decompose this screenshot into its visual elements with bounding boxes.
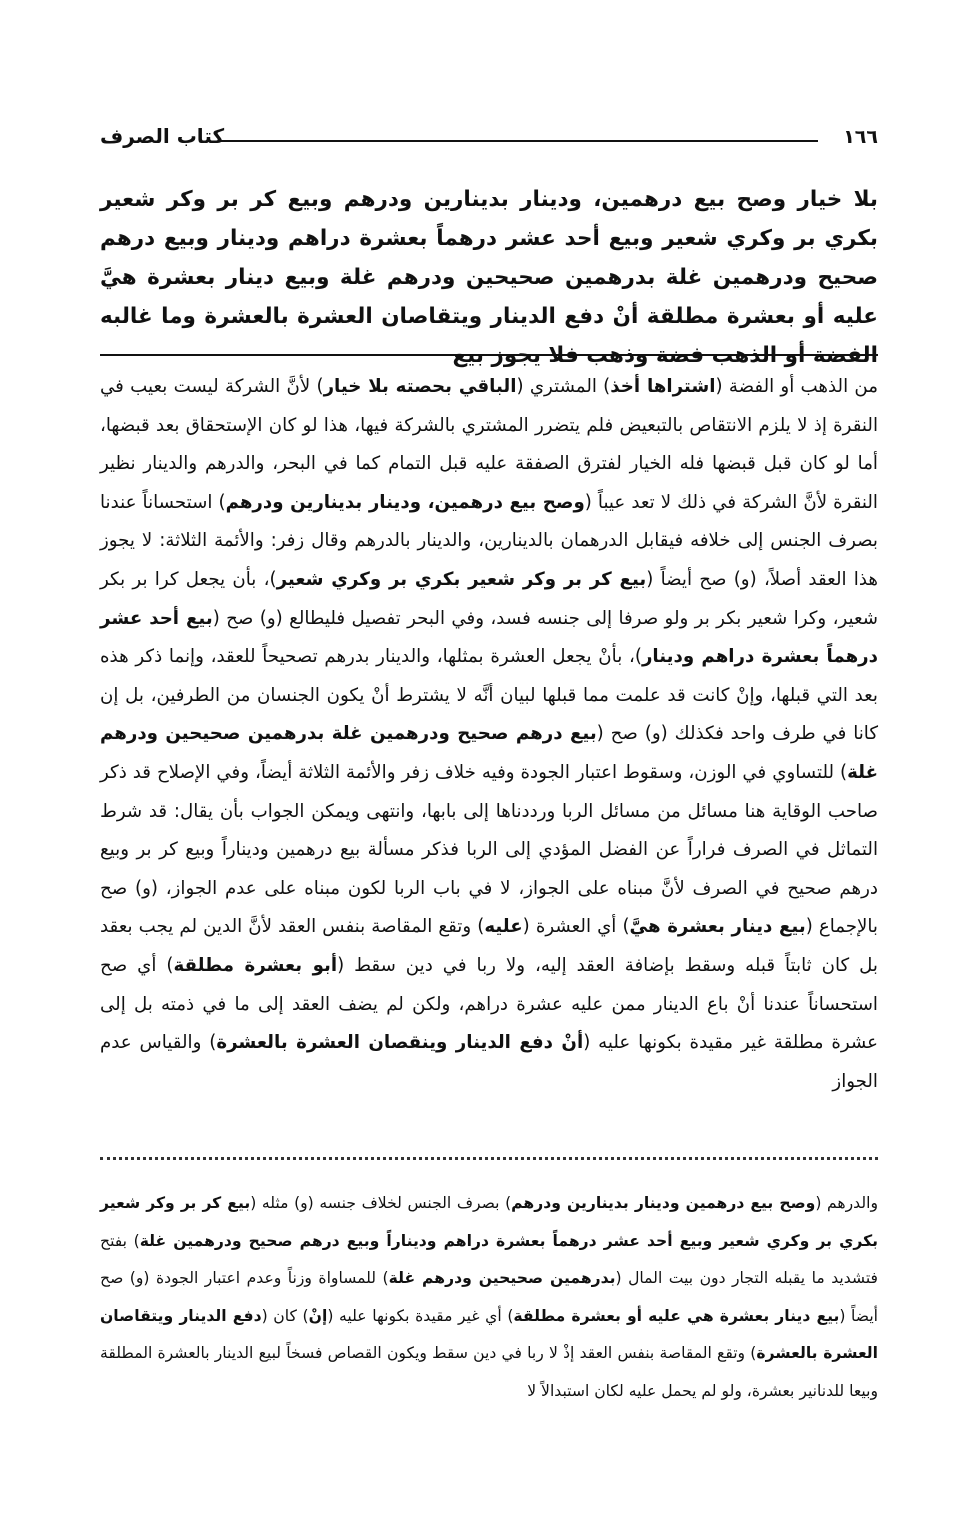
commentary-quoted-term: أبو بعشرة مطلقة bbox=[173, 954, 338, 976]
footnote-segment: ) بفتح فتشديد ما يقبله التجار دون بيت المال ( bbox=[100, 1231, 878, 1288]
footnote-separator bbox=[100, 1157, 878, 1168]
commentary-quoted-term: وصح بيع درهمين، ودينار بدينارين ودرهم bbox=[225, 491, 585, 513]
commentary-quoted-term: اشتراها أخذ bbox=[610, 376, 716, 397]
commentary-segment: ) أي العشرة ( bbox=[522, 916, 630, 938]
commentary-quoted-term: الباقي بحصته بلا خيار bbox=[323, 376, 517, 397]
footnote-quoted-term: بيع كر بر وكر شعير بكري بر وكري شعير وبيع أحد عشر درهماً بعشرة دراهم وديناراً وبيع درهم صحيح ودرهمين غلة bbox=[100, 1194, 878, 1250]
footnote-quoted-term: إنْ bbox=[308, 1306, 328, 1325]
header-rule bbox=[220, 140, 818, 142]
commentary-segment: ) أي صح استحساناً عندنا أنْ باع الدينار ممن عليه عشرة دراهم، ولكن لم يضف العقد إلى ما في ذمته بل إلى عشرة مطلقة غير مقيدة بكونها عليه ( bbox=[100, 954, 878, 1054]
footnote-segment: ) وتقع المقاصة بنفس العقد إذْ لا ربا في دين سقط ويكون القصاص فسخاً لبيع الدينار بالعشرة المطلقة وبيعا للدنانير بعشرة، ولو لم يحمل عليه لكان استبدالاً لا bbox=[100, 1344, 878, 1400]
commentary-quoted-term: بيع دينار بعشرة هيَّ bbox=[629, 916, 806, 938]
footnote-segment: والدرهم ( bbox=[815, 1194, 878, 1212]
commentary-segment: ) استحساناً عندنا بصرف الجنس إلى خلافه فيقابل الدرهمان بالدينارين، والدينار بالدرهم وقال زفر: والأئمة الثلاثة: لا يجوز هذا العقد أصلاً، (و) صح أيضاً ( bbox=[100, 491, 878, 590]
footnote-segment: ) كان ( bbox=[261, 1306, 309, 1325]
page-header bbox=[100, 120, 878, 160]
commentary-quoted-term: بيع درهم صحيح ودرهمين غلة بدرهمين صحيحين ودرهم غلة bbox=[100, 723, 878, 783]
commentary-segment: من الذهب أو الفضة ( bbox=[715, 376, 878, 397]
footnote-segment: ) للمساواة وزناً وعدم اعتبار الجودة (و) صح أيضاً ( bbox=[100, 1269, 878, 1325]
commentary-segment: )، بأنْ يجعل العشرة بمثلها، والدينار بدرهم تصحيحاً للعقد، وإنما ذكر هذه بعد التي قبلها، وإنْ كانت قد علمت مما قبلها لبيان أنَّه لا يشترط أنْ يكون الجنسان من الطرفين، بل إن كانا في طرف واحد فكذلك (و) صح ( bbox=[100, 646, 878, 745]
commentary-segment: ) والقياس عدم الجواز bbox=[100, 1032, 878, 1092]
book-title: كتاب الصرف bbox=[100, 124, 225, 148]
commentary-segment: ) لأنَّ الشركة ليست بعيب في النقرة إذ لا يلزم الانتقاص بالتبعيض فلم يتضرر المشتري بالشركة فيها، هذا لو كان الإستحقاق بعد قبضها، أما لو كان قبل قبضها فله الخيار لفترق الصفقة عليه قبل التمام كما في البحر، والدرهم والدينار نظير النقرة لأنَّ الشركة في ذلك لا تعد عيباً ( bbox=[100, 376, 878, 513]
footnote-segment: ) بصرف الجنس لخلاف جنسه (و) مثله ( bbox=[250, 1194, 512, 1212]
commentary-quoted-term: بيع كر بر وكر شعير بكري بر وكري شعير bbox=[276, 568, 647, 590]
commentary-segment: ) المشتري ( bbox=[516, 376, 611, 397]
page-number: ١٦٦ bbox=[843, 126, 878, 148]
footnote-text bbox=[100, 1185, 878, 1415]
commentary-quoted-term: بيع أحد عشر درهماً بعشرة دراهم ودينار bbox=[100, 607, 878, 668]
commentary-segment: ) وتقع المقاصة بنفس العقد لأنَّ الدين لم يجب بعقد بل كان ثابتاً قبله وسقط بإضافة العقد إليه، ولا ربا في دين سقط ( bbox=[100, 916, 878, 976]
footnote-quoted-term: وصح بيع درهمين ودينار بدينارين ودرهم bbox=[511, 1194, 816, 1212]
main-text-divider bbox=[100, 354, 878, 356]
commentary-quoted-term: أنْ دفع الدينار وينقصان العشرة بالعشرة bbox=[216, 1032, 584, 1054]
footnote-quoted-term: بيع دينار بعشرة هي عليه أو بعشرة مطلقة bbox=[513, 1306, 840, 1325]
footnote-quoted-term: بدرهمين صحيحين ودرهم غلة bbox=[388, 1269, 616, 1288]
commentary-segment: )، بأن يجعل كرا بر بكر شعير، وكرا شعير بكر بر ولو صرفا إلى جنسه فسد، وفي البحر تفصيل فليطالع (و) صح ( bbox=[100, 568, 879, 629]
footnote-quoted-term: دفع الدينار ويتقاصان العشرة بالعشرة bbox=[100, 1306, 878, 1363]
commentary-segment: ) للتساوي في الوزن، وسقوط اعتبار الجودة وفيه خلاف زفر والأئمة الثلاثة أيضاً، وفي الإصلاح قد ذكر صاحب الوقاية هنا مسائل من مسائل الربا ورددناها إلى بابها، وانتهى ويمكن الجواب بأن يقال: قد شرط التماثل في الصرف فراراً عن الفضل المؤدي إلى الربا فذكر مسألة بيع درهمين وديناراً وبيع كر بر وبيع درهم صحيح في الصرف لأنَّ مبناه على الجواز، لا في باب الربا لكون مبناه على عدم الجواز، (و) صح بالإجماع ( bbox=[100, 761, 878, 938]
commentary-quoted-term: عليه bbox=[484, 916, 523, 938]
main-text: بلا خيار وصح بيع درهمين، ودينار بدينارين ودرهم وبيع كر بر وكر شعير بكري بر وكري شعير وبيع أحد عشر درهماً بعشرة دراهم ودينار وبيع درهم صحيح ودرهمين غلة بدرهمين صحيحين ودرهم غلة وبيع دينار بعشرة هيَّ عليه أو بعشرة مطلقة أنْ دفع الدينار ويتقاصان العشرة بالعشرة وما غالبه الفضة أو الذهب فضة وذهب فلا يجوز بيع bbox=[100, 187, 878, 368]
footnote-segment: ) أي غير مقيدة بكونها عليه ( bbox=[327, 1306, 514, 1325]
commentary-text bbox=[100, 368, 878, 1143]
